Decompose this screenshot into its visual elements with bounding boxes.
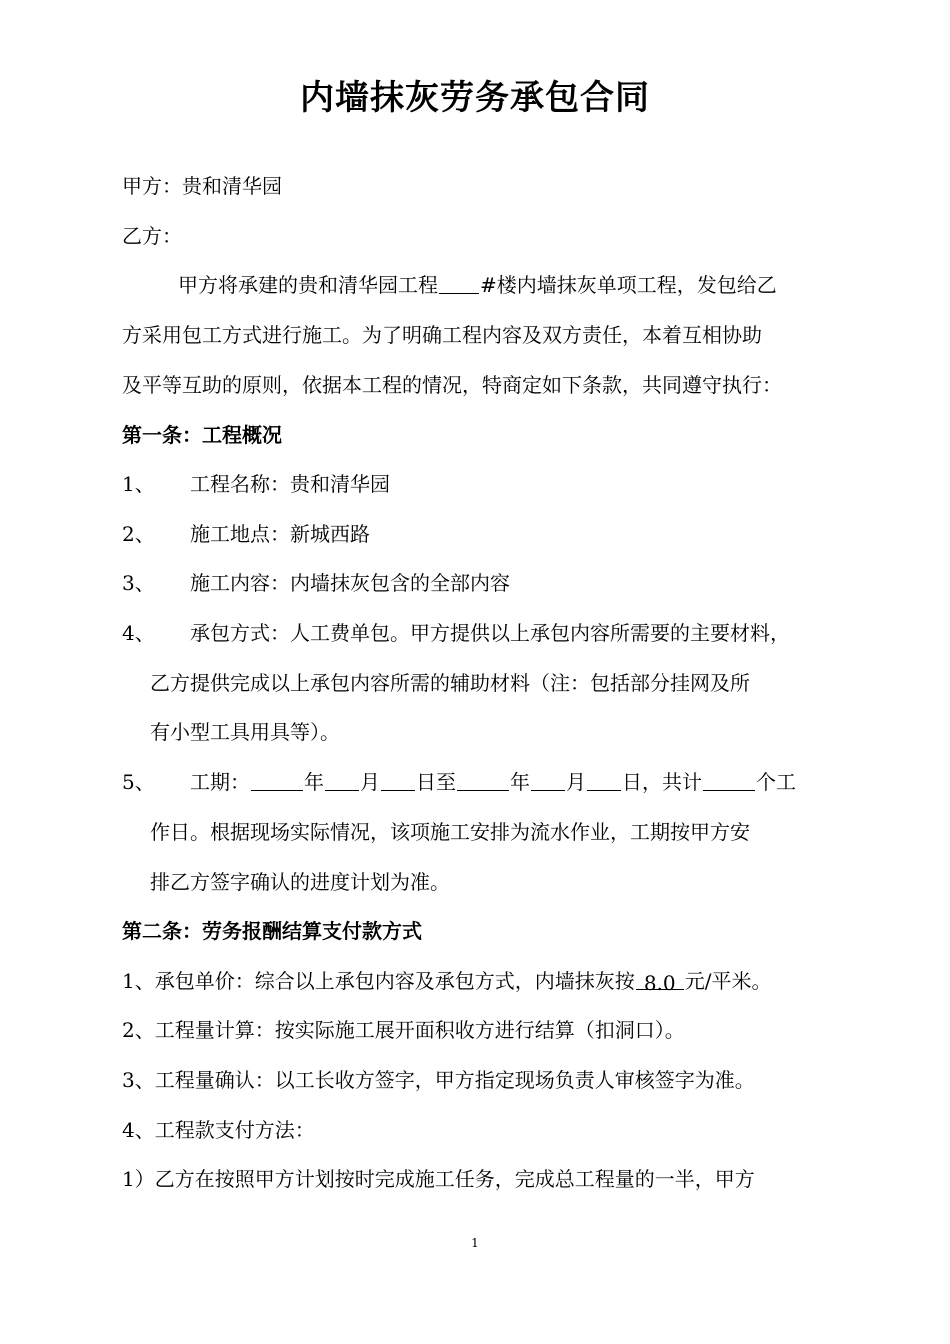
item-5-line-1: [190, 768, 796, 796]
item-5-line-2: 作日。根据现场实际情况，该项施工安排为流水作业，工期按甲方安: [150, 820, 750, 844]
list-number: 2、: [122, 522, 155, 546]
day-to-label: 日至: [416, 770, 456, 794]
start-year-blank: [251, 770, 303, 791]
month-label: 月: [360, 770, 380, 794]
item-5-line-3: 排乙方签字确认的进度计划为准。: [150, 870, 450, 894]
payment-method-line: 4、工程款支付方法：: [122, 1118, 315, 1142]
quantity-confirm-line: 3、工程量确认：以工长收方签字，甲方指定现场负责人审核签字为准。: [122, 1068, 755, 1092]
payment-clause-line: 1）乙方在按照甲方计划按时完成施工任务，完成总工程量的一半，甲方: [122, 1167, 755, 1191]
party-a: 甲方：贵和清华园: [122, 174, 282, 198]
item-4-line-2: 乙方提供完成以上承包内容所需的辅助材料（注：包括部分挂网及所: [150, 671, 750, 695]
end-year-blank: [457, 770, 509, 791]
start-month-blank: [325, 770, 359, 791]
unit-price-value: 8.0: [636, 969, 684, 990]
list-number: 5、: [122, 770, 155, 794]
intro-line-3: 及平等互助的原则，依据本工程的情况，特商定如下条款，共同遵守执行：: [122, 373, 782, 397]
workdays-label: 个工: [756, 770, 796, 794]
year-label: 年: [304, 770, 324, 794]
unit-price-text: 1、承包单价：综合以上承包内容及承包方式，内墙抹灰按: [122, 969, 635, 993]
list-item-text: 施工内容：内墙抹灰包含的全部内容: [190, 571, 510, 595]
unit-price-unit: 元/平米。: [684, 969, 772, 993]
list-number: 4、: [122, 621, 155, 645]
item-4-line-3: 有小型工具用具等）。: [150, 720, 340, 744]
article-2-heading: 第二条：劳务报酬结算支付款方式: [122, 919, 422, 943]
document-title: 内墙抹灰劳务承包合同: [300, 78, 650, 118]
party-b: 乙方：: [122, 224, 182, 248]
item-4-line-1: 承包方式：人工费单包。甲方提供以上承包内容所需要的主要材料，: [190, 621, 790, 645]
end-month-blank: [531, 770, 565, 791]
building-number-blank: [439, 273, 479, 294]
list-item-text: 工程名称：贵和清华园: [190, 472, 390, 496]
period-label: 工期：: [190, 770, 250, 794]
total-days-blank: [703, 770, 755, 791]
article-1-heading: 第一条：工程概况: [122, 423, 282, 447]
year-label: 年: [510, 770, 530, 794]
list-item-text: 施工地点：新城西路: [190, 522, 370, 546]
list-number: 3、: [122, 571, 155, 595]
unit-price-line: [122, 967, 771, 995]
intro-text-a: 甲方将承建的贵和清华园工程: [178, 273, 438, 297]
start-day-blank: [381, 770, 415, 791]
list-number: 1、: [122, 472, 155, 496]
day-total-label: 日，共计: [622, 770, 702, 794]
list-item: [122, 470, 155, 498]
month-label: 月: [566, 770, 586, 794]
list-item: [122, 520, 155, 548]
intro-line-1: [178, 271, 777, 299]
page-number: 1: [471, 1236, 479, 1250]
list-item: [122, 569, 155, 597]
quantity-calc-line: 2、工程量计算：按实际施工展开面积收方进行结算（扣洞口）。: [122, 1018, 685, 1042]
intro-text-b: #楼内墙抹灰单项工程，发包给乙: [480, 273, 777, 297]
intro-line-2: 方采用包工方式进行施工。为了明确工程内容及双方责任，本着互相协助: [122, 323, 762, 347]
end-day-blank: [587, 770, 621, 791]
